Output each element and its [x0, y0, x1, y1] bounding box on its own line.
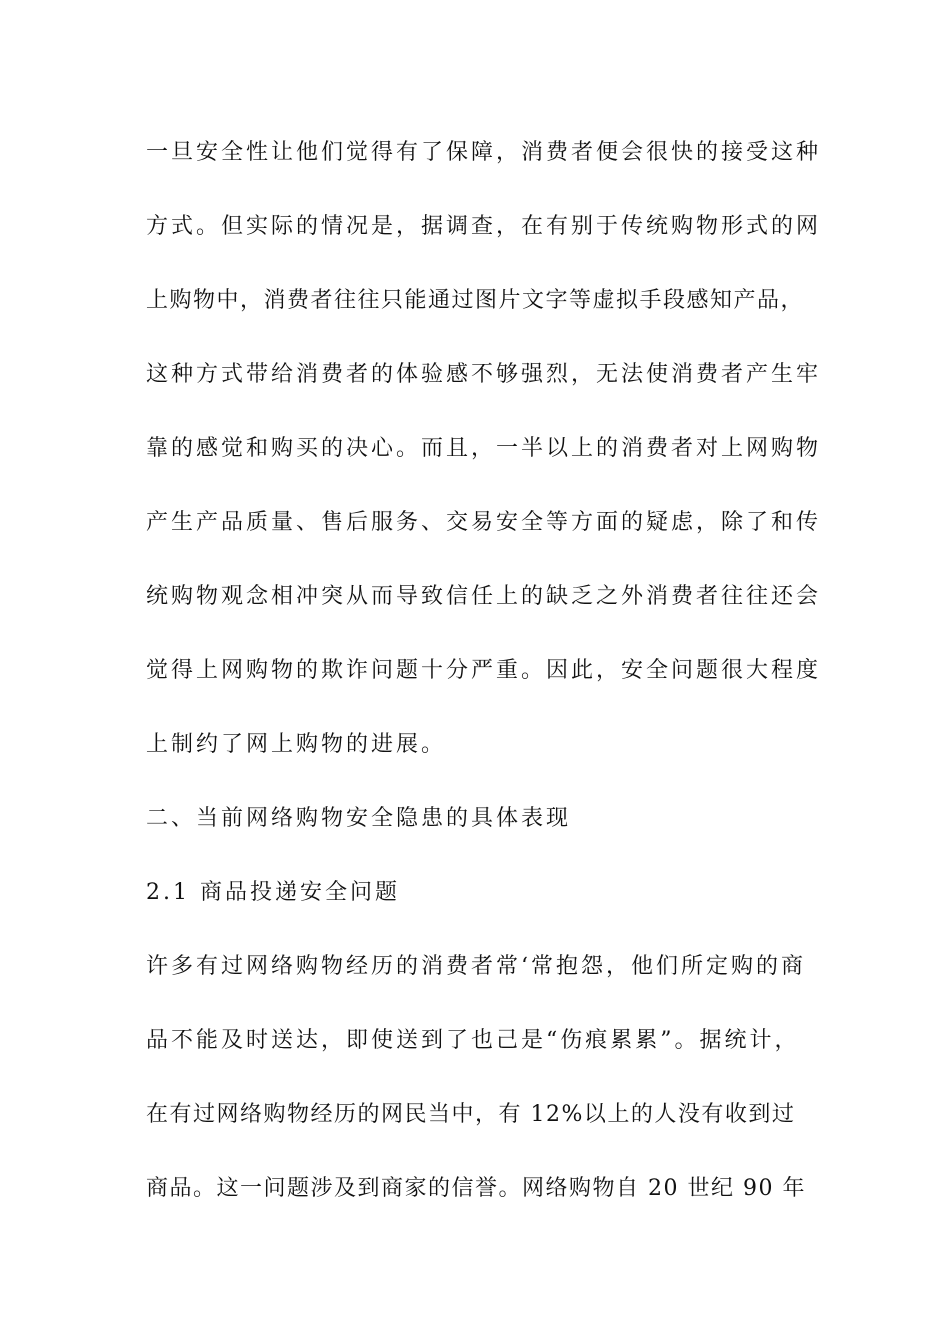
body-line-12: 许多有过网络购物经历的消费者常‘常抱怨，他们所定购的商 [146, 954, 806, 979]
section-heading: 二、当前网络购物安全隐患的具体表现 [146, 806, 572, 831]
body-line-5: 靠的感觉和购买的决心。而且，一半以上的消费者对上网购物 [146, 436, 822, 461]
body-line-1: 一旦安全性让他们觉得有了保障，消费者便会很快的接受这种 [146, 140, 822, 165]
body-line-6: 产生产品质量、售后服务、交易安全等方面的疑虑，除了和传 [146, 510, 822, 535]
subsection-heading: 2.1 商品投递安全问题 [146, 880, 400, 905]
body-line-3: 上购物中，消费者往往只能通过图片文字等虚拟手段感知产品， [146, 288, 805, 313]
body-line-7: 统购物观念相冲突从而导致信任上的缺乏之外消费者往往还会 [146, 584, 822, 609]
body-line-13: 品不能及时送达，即使送到了也己是“伤痕累累”。据统计， [146, 1028, 800, 1053]
body-line-9: 上制约了网上购物的进展。 [146, 732, 447, 757]
body-line-2: 方式。但实际的情况是，据调查，在有别于传统购物形式的网 [146, 214, 822, 239]
body-line-15: 商品。这一问题涉及到商家的信誉。网络购物自 20 世纪 90 年 [146, 1176, 806, 1201]
body-line-4: 这种方式带给消费者的体验感不够强烈，无法使消费者产生牢 [146, 362, 822, 387]
body-line-14: 在有过网络购物经历的网民当中，有 12%以上的人没有收到过 [146, 1102, 796, 1127]
body-line-8: 觉得上网购物的欺诈问题十分严重。因此，安全问题很大程度 [146, 658, 822, 683]
document-body [146, 128, 822, 1238]
